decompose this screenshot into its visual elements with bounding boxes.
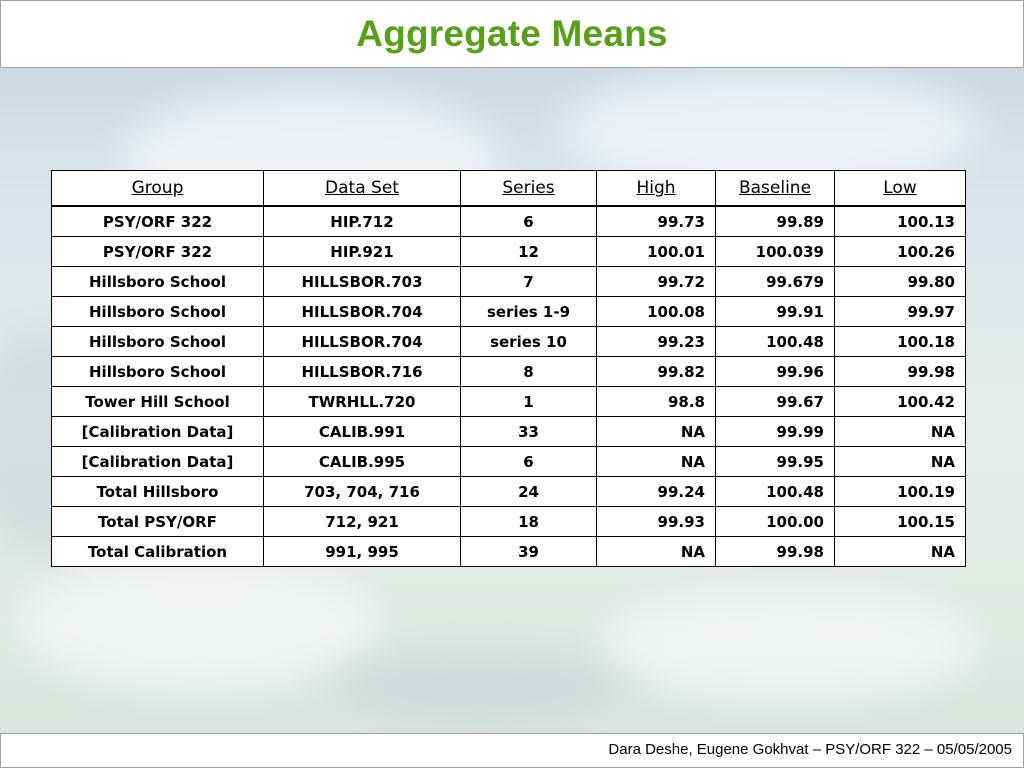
- cell-data-set: 703, 704, 716: [264, 477, 461, 507]
- cell-data-set: HILLSBOR.716: [264, 357, 461, 387]
- cell-data-set: CALIB.995: [264, 447, 461, 477]
- cell-data-set: HIP.712: [264, 206, 461, 237]
- table-row: [52, 477, 966, 507]
- cell-low: 99.98: [835, 357, 966, 387]
- cell-baseline: 99.95: [716, 447, 835, 477]
- cell-group: Hillsboro School: [52, 297, 264, 327]
- cell-baseline: 100.00: [716, 507, 835, 537]
- background-cloud: [330, 650, 630, 720]
- cell-group: Hillsboro School: [52, 327, 264, 357]
- cell-high: 99.82: [597, 357, 716, 387]
- cell-series: 6: [461, 206, 597, 237]
- cell-high: 100.08: [597, 297, 716, 327]
- table-row: [52, 417, 966, 447]
- cell-low: 100.13: [835, 206, 966, 237]
- cell-high: 99.93: [597, 507, 716, 537]
- table-row: [52, 387, 966, 417]
- cell-baseline: 99.679: [716, 267, 835, 297]
- background-cloud: [600, 590, 980, 700]
- cell-high: NA: [597, 417, 716, 447]
- cell-series: 12: [461, 237, 597, 267]
- cell-data-set: TWRHLL.720: [264, 387, 461, 417]
- cell-group: [Calibration Data]: [52, 417, 264, 447]
- table-row: [52, 357, 966, 387]
- cell-low: 100.18: [835, 327, 966, 357]
- cell-baseline: 99.67: [716, 387, 835, 417]
- cell-high: 99.23: [597, 327, 716, 357]
- cell-high: 98.8: [597, 387, 716, 417]
- cell-series: series 1-9: [461, 297, 597, 327]
- cell-baseline: 99.89: [716, 206, 835, 237]
- table-row: [52, 267, 966, 297]
- cell-high: NA: [597, 447, 716, 477]
- cell-group: PSY/ORF 322: [52, 206, 264, 237]
- cell-low: 100.42: [835, 387, 966, 417]
- cell-low: 99.80: [835, 267, 966, 297]
- cell-series: 6: [461, 447, 597, 477]
- cell-low: 100.26: [835, 237, 966, 267]
- cell-baseline: 99.99: [716, 417, 835, 447]
- header-group: Group: [52, 171, 264, 207]
- header-data-set: Data Set: [264, 171, 461, 207]
- title-bar: [0, 0, 1024, 68]
- cell-high: NA: [597, 537, 716, 567]
- cell-high: 99.72: [597, 267, 716, 297]
- header-high: High: [597, 171, 716, 207]
- cell-baseline: 100.48: [716, 477, 835, 507]
- cell-group: Total Hillsboro: [52, 477, 264, 507]
- table-row: [52, 327, 966, 357]
- footer-bar: [0, 733, 1024, 768]
- cell-series: 18: [461, 507, 597, 537]
- cell-low: 100.15: [835, 507, 966, 537]
- cell-group: Total Calibration: [52, 537, 264, 567]
- table-row: [52, 237, 966, 267]
- cell-data-set: HILLSBOR.704: [264, 327, 461, 357]
- cell-series: 8: [461, 357, 597, 387]
- cell-high: 99.73: [597, 206, 716, 237]
- cell-baseline: 100.48: [716, 327, 835, 357]
- cell-low: 99.97: [835, 297, 966, 327]
- cell-baseline: 99.98: [716, 537, 835, 567]
- footer-credit: Dara Deshe, Eugene Gokhvat – PSY/ORF 322 – 05/05/2005: [608, 741, 1012, 758]
- cell-group: Hillsboro School: [52, 267, 264, 297]
- table-header-row: [52, 171, 966, 207]
- table-row: [52, 507, 966, 537]
- cell-low: 100.19: [835, 477, 966, 507]
- table-row: [52, 297, 966, 327]
- cell-data-set: CALIB.991: [264, 417, 461, 447]
- header-baseline: Baseline: [716, 171, 835, 207]
- cell-baseline: 99.91: [716, 297, 835, 327]
- cell-high: 99.24: [597, 477, 716, 507]
- cell-data-set: HIP.921: [264, 237, 461, 267]
- cell-group: Hillsboro School: [52, 357, 264, 387]
- header-series: Series: [461, 171, 597, 207]
- cell-low: NA: [835, 537, 966, 567]
- cell-baseline: 99.96: [716, 357, 835, 387]
- cell-data-set: HILLSBOR.704: [264, 297, 461, 327]
- cell-data-set: 712, 921: [264, 507, 461, 537]
- table-row: [52, 447, 966, 477]
- background-cloud: [20, 560, 380, 690]
- cell-group: Tower Hill School: [52, 387, 264, 417]
- aggregate-means-table: [51, 170, 966, 567]
- cell-series: 7: [461, 267, 597, 297]
- cell-group: Total PSY/ORF: [52, 507, 264, 537]
- table-row: [52, 537, 966, 567]
- cell-high: 100.01: [597, 237, 716, 267]
- cell-group: [Calibration Data]: [52, 447, 264, 477]
- cell-series: series 10: [461, 327, 597, 357]
- cell-low: NA: [835, 447, 966, 477]
- table-body: [52, 206, 966, 567]
- cell-series: 33: [461, 417, 597, 447]
- cell-series: 39: [461, 537, 597, 567]
- cell-group: PSY/ORF 322: [52, 237, 264, 267]
- cell-series: 24: [461, 477, 597, 507]
- cell-series: 1: [461, 387, 597, 417]
- cell-baseline: 100.039: [716, 237, 835, 267]
- cell-data-set: HILLSBOR.703: [264, 267, 461, 297]
- cell-low: NA: [835, 417, 966, 447]
- slide-title: Aggregate Means: [356, 13, 668, 54]
- table-row: [52, 206, 966, 237]
- cell-data-set: 991, 995: [264, 537, 461, 567]
- header-low: Low: [835, 171, 966, 207]
